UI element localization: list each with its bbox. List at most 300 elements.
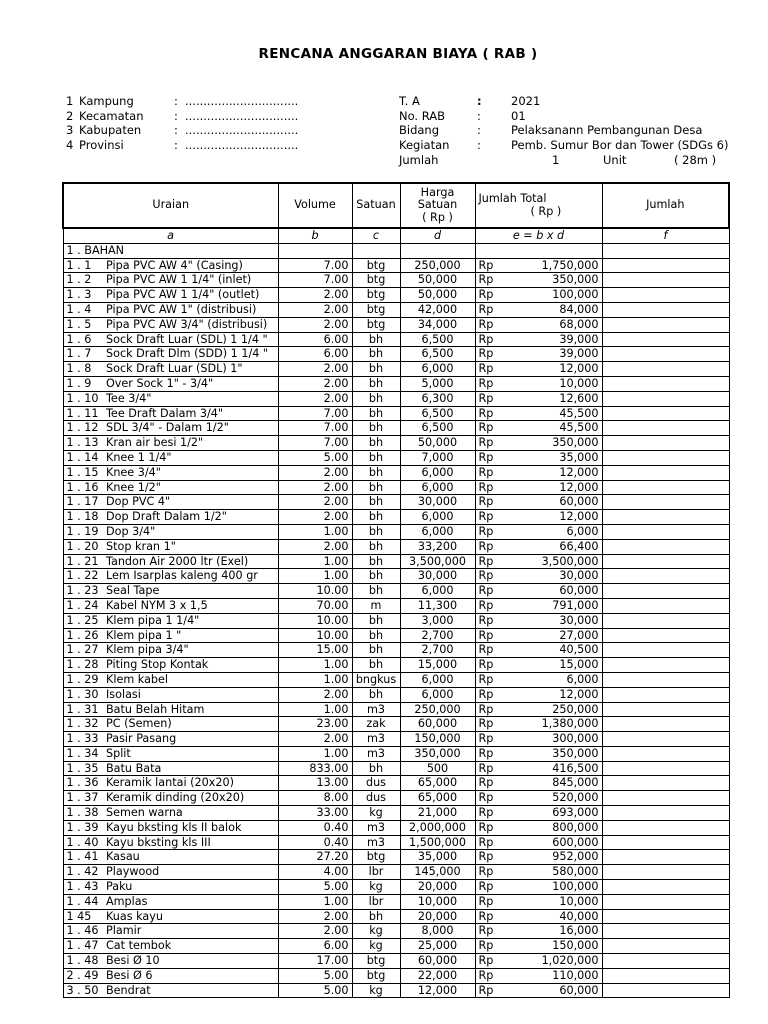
item-unit-price: 22,000 (400, 968, 475, 983)
item-unit: zak (352, 717, 400, 732)
item-currency: Rp (475, 761, 509, 776)
table-row (63, 480, 729, 495)
item-unit-price: 1,500,000 (400, 835, 475, 850)
kampung-colon: : (174, 94, 178, 108)
item-currency: Rp (475, 539, 509, 554)
item-unit: bh (352, 495, 400, 510)
table-row (63, 924, 729, 939)
jumlah-unit: Unit (603, 152, 627, 167)
item-unit: bh (352, 332, 400, 347)
item-volume: 1.00 (278, 554, 352, 569)
table-row (63, 613, 729, 628)
item-number: 1 . 44 (63, 894, 103, 909)
item-name: Split (103, 746, 278, 761)
table-row (63, 302, 729, 317)
item-total: 10,000 (509, 376, 602, 391)
item-currency: Rp (475, 495, 509, 510)
kecamatan-label: Kecamatan (79, 108, 144, 123)
item-name: Pipa PVC AW 3/4" (distribusi) (103, 317, 278, 332)
item-currency: Rp (475, 436, 509, 451)
item-jumlah (602, 613, 729, 628)
item-number: 1 45 (63, 909, 103, 924)
item-number: 1 . 36 (63, 776, 103, 791)
item-jumlah (602, 273, 729, 288)
kampung-number: 1 (66, 94, 74, 108)
item-name: Pasir Pasang (103, 732, 278, 747)
header-jumlah-total-line1: Jumlah Total (478, 192, 547, 205)
table-row (63, 717, 729, 732)
table-row (63, 880, 729, 895)
item-total: 845,000 (509, 776, 602, 791)
item-name: Batu Bata (103, 761, 278, 776)
empty-cell (352, 243, 400, 258)
item-currency: Rp (475, 791, 509, 806)
item-volume: 23.00 (278, 717, 352, 732)
item-jumlah (602, 909, 729, 924)
header-jumlah-total (475, 183, 602, 228)
item-unit: m3 (352, 702, 400, 717)
item-unit-price: 250,000 (400, 258, 475, 273)
item-jumlah (602, 450, 729, 465)
item-unit: bh (352, 584, 400, 599)
item-name: Klem pipa 3/4" (103, 643, 278, 658)
item-currency: Rp (475, 954, 509, 969)
kecamatan-number: 2 (66, 108, 74, 123)
item-currency: Rp (475, 480, 509, 495)
item-name: Tee Draft Dalam 3/4" (103, 406, 278, 421)
item-volume: 7.00 (278, 406, 352, 421)
empty-cell (400, 243, 475, 258)
item-name: Klem pipa 1 1/4" (103, 613, 278, 628)
item-unit: kg (352, 880, 400, 895)
item-volume: 7.00 (278, 258, 352, 273)
kecamatan-row (66, 109, 396, 124)
item-name: Klem kabel (103, 672, 278, 687)
item-name: Tee 3/4" (103, 391, 278, 406)
item-total: 45,500 (509, 406, 602, 421)
item-number: 1 . 25 (63, 613, 103, 628)
item-volume: 2.00 (278, 687, 352, 702)
table-row (63, 554, 729, 569)
item-jumlah (602, 865, 729, 880)
header-harga-satuan (400, 183, 475, 228)
item-volume: 17.00 (278, 954, 352, 969)
item-unit: m3 (352, 820, 400, 835)
item-name: Lem Isarplas kaleng 400 gr (103, 569, 278, 584)
item-volume: 8.00 (278, 791, 352, 806)
item-currency: Rp (475, 732, 509, 747)
item-number: 1 . 17 (63, 495, 103, 510)
table-row (63, 643, 729, 658)
item-total: 40,000 (509, 909, 602, 924)
item-unit: lbr (352, 894, 400, 909)
provinsi-row (66, 138, 396, 153)
kegiatan-colon: : (477, 138, 481, 153)
item-volume: 7.00 (278, 273, 352, 288)
item-unit-price: 250,000 (400, 702, 475, 717)
table-row (63, 850, 729, 865)
item-total: 39,000 (509, 332, 602, 347)
item-unit: bh (352, 524, 400, 539)
empty-cell (475, 243, 509, 258)
item-volume: 2.00 (278, 391, 352, 406)
item-unit: bh (352, 613, 400, 628)
item-volume: 1.00 (278, 702, 352, 717)
item-currency: Rp (475, 524, 509, 539)
item-name: Besi Ø 10 (103, 954, 278, 969)
item-unit-price: 3,500,000 (400, 554, 475, 569)
item-currency: Rp (475, 450, 509, 465)
table-row (63, 687, 729, 702)
item-currency: Rp (475, 510, 509, 525)
ta-row (399, 94, 759, 109)
item-total: 600,000 (509, 835, 602, 850)
table-row (63, 894, 729, 909)
item-total: 300,000 (509, 732, 602, 747)
no-rab-label: No. RAB (399, 108, 446, 123)
item-jumlah (602, 524, 729, 539)
item-name: Kasau (103, 850, 278, 865)
table-row (63, 406, 729, 421)
item-currency: Rp (475, 983, 509, 998)
table-row (63, 806, 729, 821)
item-volume: 10.00 (278, 584, 352, 599)
item-number: 1 . 11 (63, 406, 103, 421)
item-unit-price: 42,000 (400, 302, 475, 317)
item-number: 1 . 35 (63, 761, 103, 776)
item-jumlah (602, 332, 729, 347)
item-jumlah (602, 598, 729, 613)
item-total: 30,000 (509, 569, 602, 584)
item-total: 6,000 (509, 672, 602, 687)
item-total: 68,000 (509, 317, 602, 332)
item-total: 27,000 (509, 628, 602, 643)
table-row (63, 732, 729, 747)
item-number: 1 . 19 (63, 524, 103, 539)
kecamatan-value: ............................... (185, 108, 299, 123)
item-total: 35,000 (509, 450, 602, 465)
item-name: Semen warna (103, 806, 278, 821)
table-row (63, 702, 729, 717)
item-total: 45,500 (509, 421, 602, 436)
item-volume: 70.00 (278, 598, 352, 613)
letter-f: f (602, 228, 729, 243)
item-currency: Rp (475, 347, 509, 362)
item-name: Sock Draft Luar (SDL) 1 1/4 " (103, 332, 278, 347)
provinsi-number: 4 (66, 138, 74, 153)
item-unit-price: 21,000 (400, 806, 475, 821)
no-rab-colon: : (477, 108, 481, 123)
provinsi-label: Provinsi (79, 138, 124, 153)
bidang-label: Bidang (399, 123, 440, 138)
item-jumlah (602, 480, 729, 495)
item-jumlah (602, 968, 729, 983)
item-unit-price: 30,000 (400, 495, 475, 510)
item-number: 1 . 23 (63, 584, 103, 599)
table-row (63, 584, 729, 599)
item-jumlah (602, 820, 729, 835)
item-jumlah (602, 880, 729, 895)
item-total: 16,000 (509, 924, 602, 939)
item-jumlah (602, 569, 729, 584)
item-jumlah (602, 421, 729, 436)
item-unit-price: 2,700 (400, 628, 475, 643)
item-total: 952,000 (509, 850, 602, 865)
table-body (63, 243, 729, 998)
table-row (63, 835, 729, 850)
table-row (63, 391, 729, 406)
table-row (63, 791, 729, 806)
item-unit: kg (352, 939, 400, 954)
item-unit-price: 6,000 (400, 584, 475, 599)
item-jumlah (602, 658, 729, 673)
item-currency: Rp (475, 465, 509, 480)
item-unit: btg (352, 288, 400, 303)
item-unit-price: 6,000 (400, 524, 475, 539)
item-total: 100,000 (509, 880, 602, 895)
item-unit: m3 (352, 835, 400, 850)
item-unit: btg (352, 258, 400, 273)
item-number: 1 . 26 (63, 628, 103, 643)
item-jumlah (602, 302, 729, 317)
item-jumlah (602, 362, 729, 377)
item-unit: bh (352, 421, 400, 436)
item-volume: 5.00 (278, 968, 352, 983)
item-unit: bh (352, 761, 400, 776)
table-row (63, 495, 729, 510)
item-name: Seal Tape (103, 584, 278, 599)
header-volume: Volume (278, 183, 352, 228)
header-jumlah: Jumlah (602, 183, 729, 228)
header-uraian: Uraian (63, 183, 278, 228)
item-currency: Rp (475, 746, 509, 761)
table-row (63, 968, 729, 983)
item-volume: 4.00 (278, 865, 352, 880)
item-total: 580,000 (509, 865, 602, 880)
item-name: Pipa PVC AW 4" (Casing) (103, 258, 278, 273)
item-currency: Rp (475, 776, 509, 791)
item-currency: Rp (475, 406, 509, 421)
item-currency: Rp (475, 376, 509, 391)
item-jumlah (602, 835, 729, 850)
item-name: Kayu bksting kls II balok (103, 820, 278, 835)
item-volume: 2.00 (278, 924, 352, 939)
item-name: Klem pipa 1 " (103, 628, 278, 643)
item-unit-price: 60,000 (400, 954, 475, 969)
item-number: 1 . 33 (63, 732, 103, 747)
table-row (63, 332, 729, 347)
item-currency: Rp (475, 850, 509, 865)
item-unit: dus (352, 776, 400, 791)
kampung-label: Kampung (79, 94, 134, 108)
item-jumlah (602, 761, 729, 776)
item-name: Sock Draft Dlm (SDD) 1 1/4 " (103, 347, 278, 362)
item-unit: m (352, 598, 400, 613)
table-row (63, 776, 729, 791)
item-volume: 13.00 (278, 776, 352, 791)
letter-e: e = b x d (475, 228, 602, 243)
item-unit: bh (352, 406, 400, 421)
item-volume: 6.00 (278, 939, 352, 954)
item-number: 1 . 32 (63, 717, 103, 732)
section-label: 1 . BAHAN (63, 243, 278, 258)
header-harga-line2: Satuan (417, 198, 458, 212)
item-unit-price: 30,000 (400, 569, 475, 584)
item-number: 1 . 29 (63, 672, 103, 687)
item-currency: Rp (475, 909, 509, 924)
item-currency: Rp (475, 702, 509, 717)
item-total: 693,000 (509, 806, 602, 821)
item-unit: bh (352, 687, 400, 702)
item-unit-price: 50,000 (400, 273, 475, 288)
item-unit-price: 10,000 (400, 894, 475, 909)
kegiatan-label: Kegiatan (399, 138, 450, 153)
item-jumlah (602, 850, 729, 865)
item-number: 1 . 34 (63, 746, 103, 761)
item-unit: lbr (352, 865, 400, 880)
item-unit: kg (352, 806, 400, 821)
item-volume: 2.00 (278, 317, 352, 332)
item-volume: 2.00 (278, 510, 352, 525)
item-number: 1 . 1 (63, 258, 103, 273)
item-volume: 2.00 (278, 909, 352, 924)
item-number: 1 . 38 (63, 806, 103, 821)
item-total: 66,400 (509, 539, 602, 554)
item-unit: kg (352, 983, 400, 998)
item-unit: bh (352, 376, 400, 391)
item-total: 150,000 (509, 939, 602, 954)
item-jumlah (602, 983, 729, 998)
item-volume: 6.00 (278, 332, 352, 347)
item-unit: bh (352, 480, 400, 495)
item-currency: Rp (475, 554, 509, 569)
item-unit: btg (352, 302, 400, 317)
kabupaten-colon: : (174, 123, 178, 138)
item-currency: Rp (475, 643, 509, 658)
item-total: 350,000 (509, 746, 602, 761)
table-row (63, 746, 729, 761)
empty-cell (278, 243, 352, 258)
item-number: 1 . 4 (63, 302, 103, 317)
item-jumlah (602, 643, 729, 658)
item-currency: Rp (475, 391, 509, 406)
ta-colon: : (477, 94, 482, 108)
table-row (63, 273, 729, 288)
table-row (63, 539, 729, 554)
header-harga-line3: ( Rp ) (422, 210, 453, 224)
item-total: 12,000 (509, 362, 602, 377)
kegiatan-value: Pemb. Sumur Bor dan Tower (SDGs 6) (511, 138, 729, 153)
item-unit-price: 12,000 (400, 983, 475, 998)
item-unit: btg (352, 317, 400, 332)
item-unit-price: 50,000 (400, 436, 475, 451)
item-name: Paku (103, 880, 278, 895)
item-total: 1,020,000 (509, 954, 602, 969)
item-currency: Rp (475, 332, 509, 347)
item-volume: 5.00 (278, 450, 352, 465)
table-row (63, 672, 729, 687)
item-name: Plamir (103, 924, 278, 939)
item-number: 1 . 7 (63, 347, 103, 362)
kabupaten-row (66, 123, 396, 138)
item-unit: bh (352, 569, 400, 584)
letter-a: a (63, 228, 278, 243)
empty-cell (509, 243, 602, 258)
item-total: 60,000 (509, 983, 602, 998)
item-unit: kg (352, 924, 400, 939)
item-number: 1 . 42 (63, 865, 103, 880)
item-total: 15,000 (509, 658, 602, 673)
item-currency: Rp (475, 835, 509, 850)
table-row (63, 865, 729, 880)
item-volume: 0.40 (278, 820, 352, 835)
item-total: 110,000 (509, 968, 602, 983)
item-name: Dop Draft Dalam 1/2" (103, 510, 278, 525)
item-name: Knee 1/2" (103, 480, 278, 495)
table-row (63, 450, 729, 465)
item-number: 1 . 41 (63, 850, 103, 865)
item-unit-price: 60,000 (400, 717, 475, 732)
item-unit-price: 2,000,000 (400, 820, 475, 835)
item-unit-price: 6,500 (400, 406, 475, 421)
item-volume: 1.00 (278, 746, 352, 761)
item-number: 1 . 20 (63, 539, 103, 554)
item-jumlah (602, 924, 729, 939)
table-row (63, 569, 729, 584)
item-volume: 1.00 (278, 658, 352, 673)
jumlah-qty: 1 (552, 152, 560, 167)
item-jumlah (602, 939, 729, 954)
item-number: 1 . 40 (63, 835, 103, 850)
item-volume: 2.00 (278, 539, 352, 554)
item-currency: Rp (475, 288, 509, 303)
item-unit-price: 15,000 (400, 658, 475, 673)
item-currency: Rp (475, 258, 509, 273)
item-unit: bh (352, 465, 400, 480)
item-number: 1 . 10 (63, 391, 103, 406)
item-volume: 6.00 (278, 347, 352, 362)
letter-d: d (400, 228, 475, 243)
item-volume: 2.00 (278, 732, 352, 747)
item-unit-price: 65,000 (400, 776, 475, 791)
provinsi-colon: : (174, 138, 178, 153)
item-total: 350,000 (509, 436, 602, 451)
item-currency: Rp (475, 317, 509, 332)
item-name: Over Sock 1" - 3/4" (103, 376, 278, 391)
item-unit-price: 8,000 (400, 924, 475, 939)
item-number: 1 . 21 (63, 554, 103, 569)
item-unit: btg (352, 273, 400, 288)
jumlah-label: Jumlah (399, 152, 439, 167)
item-unit: m3 (352, 732, 400, 747)
item-currency: Rp (475, 880, 509, 895)
kegiatan-row (399, 138, 759, 153)
ta-label: T. A (399, 94, 420, 108)
item-total: 60,000 (509, 584, 602, 599)
item-volume: 2.00 (278, 465, 352, 480)
table-row (63, 820, 729, 835)
item-jumlah (602, 628, 729, 643)
table-row (63, 510, 729, 525)
item-total: 6,000 (509, 524, 602, 539)
kecamatan-colon: : (174, 108, 178, 123)
item-jumlah (602, 717, 729, 732)
item-jumlah (602, 791, 729, 806)
item-volume: 7.00 (278, 436, 352, 451)
item-number: 1 . 5 (63, 317, 103, 332)
item-number: 1 . 3 (63, 288, 103, 303)
item-currency: Rp (475, 865, 509, 880)
